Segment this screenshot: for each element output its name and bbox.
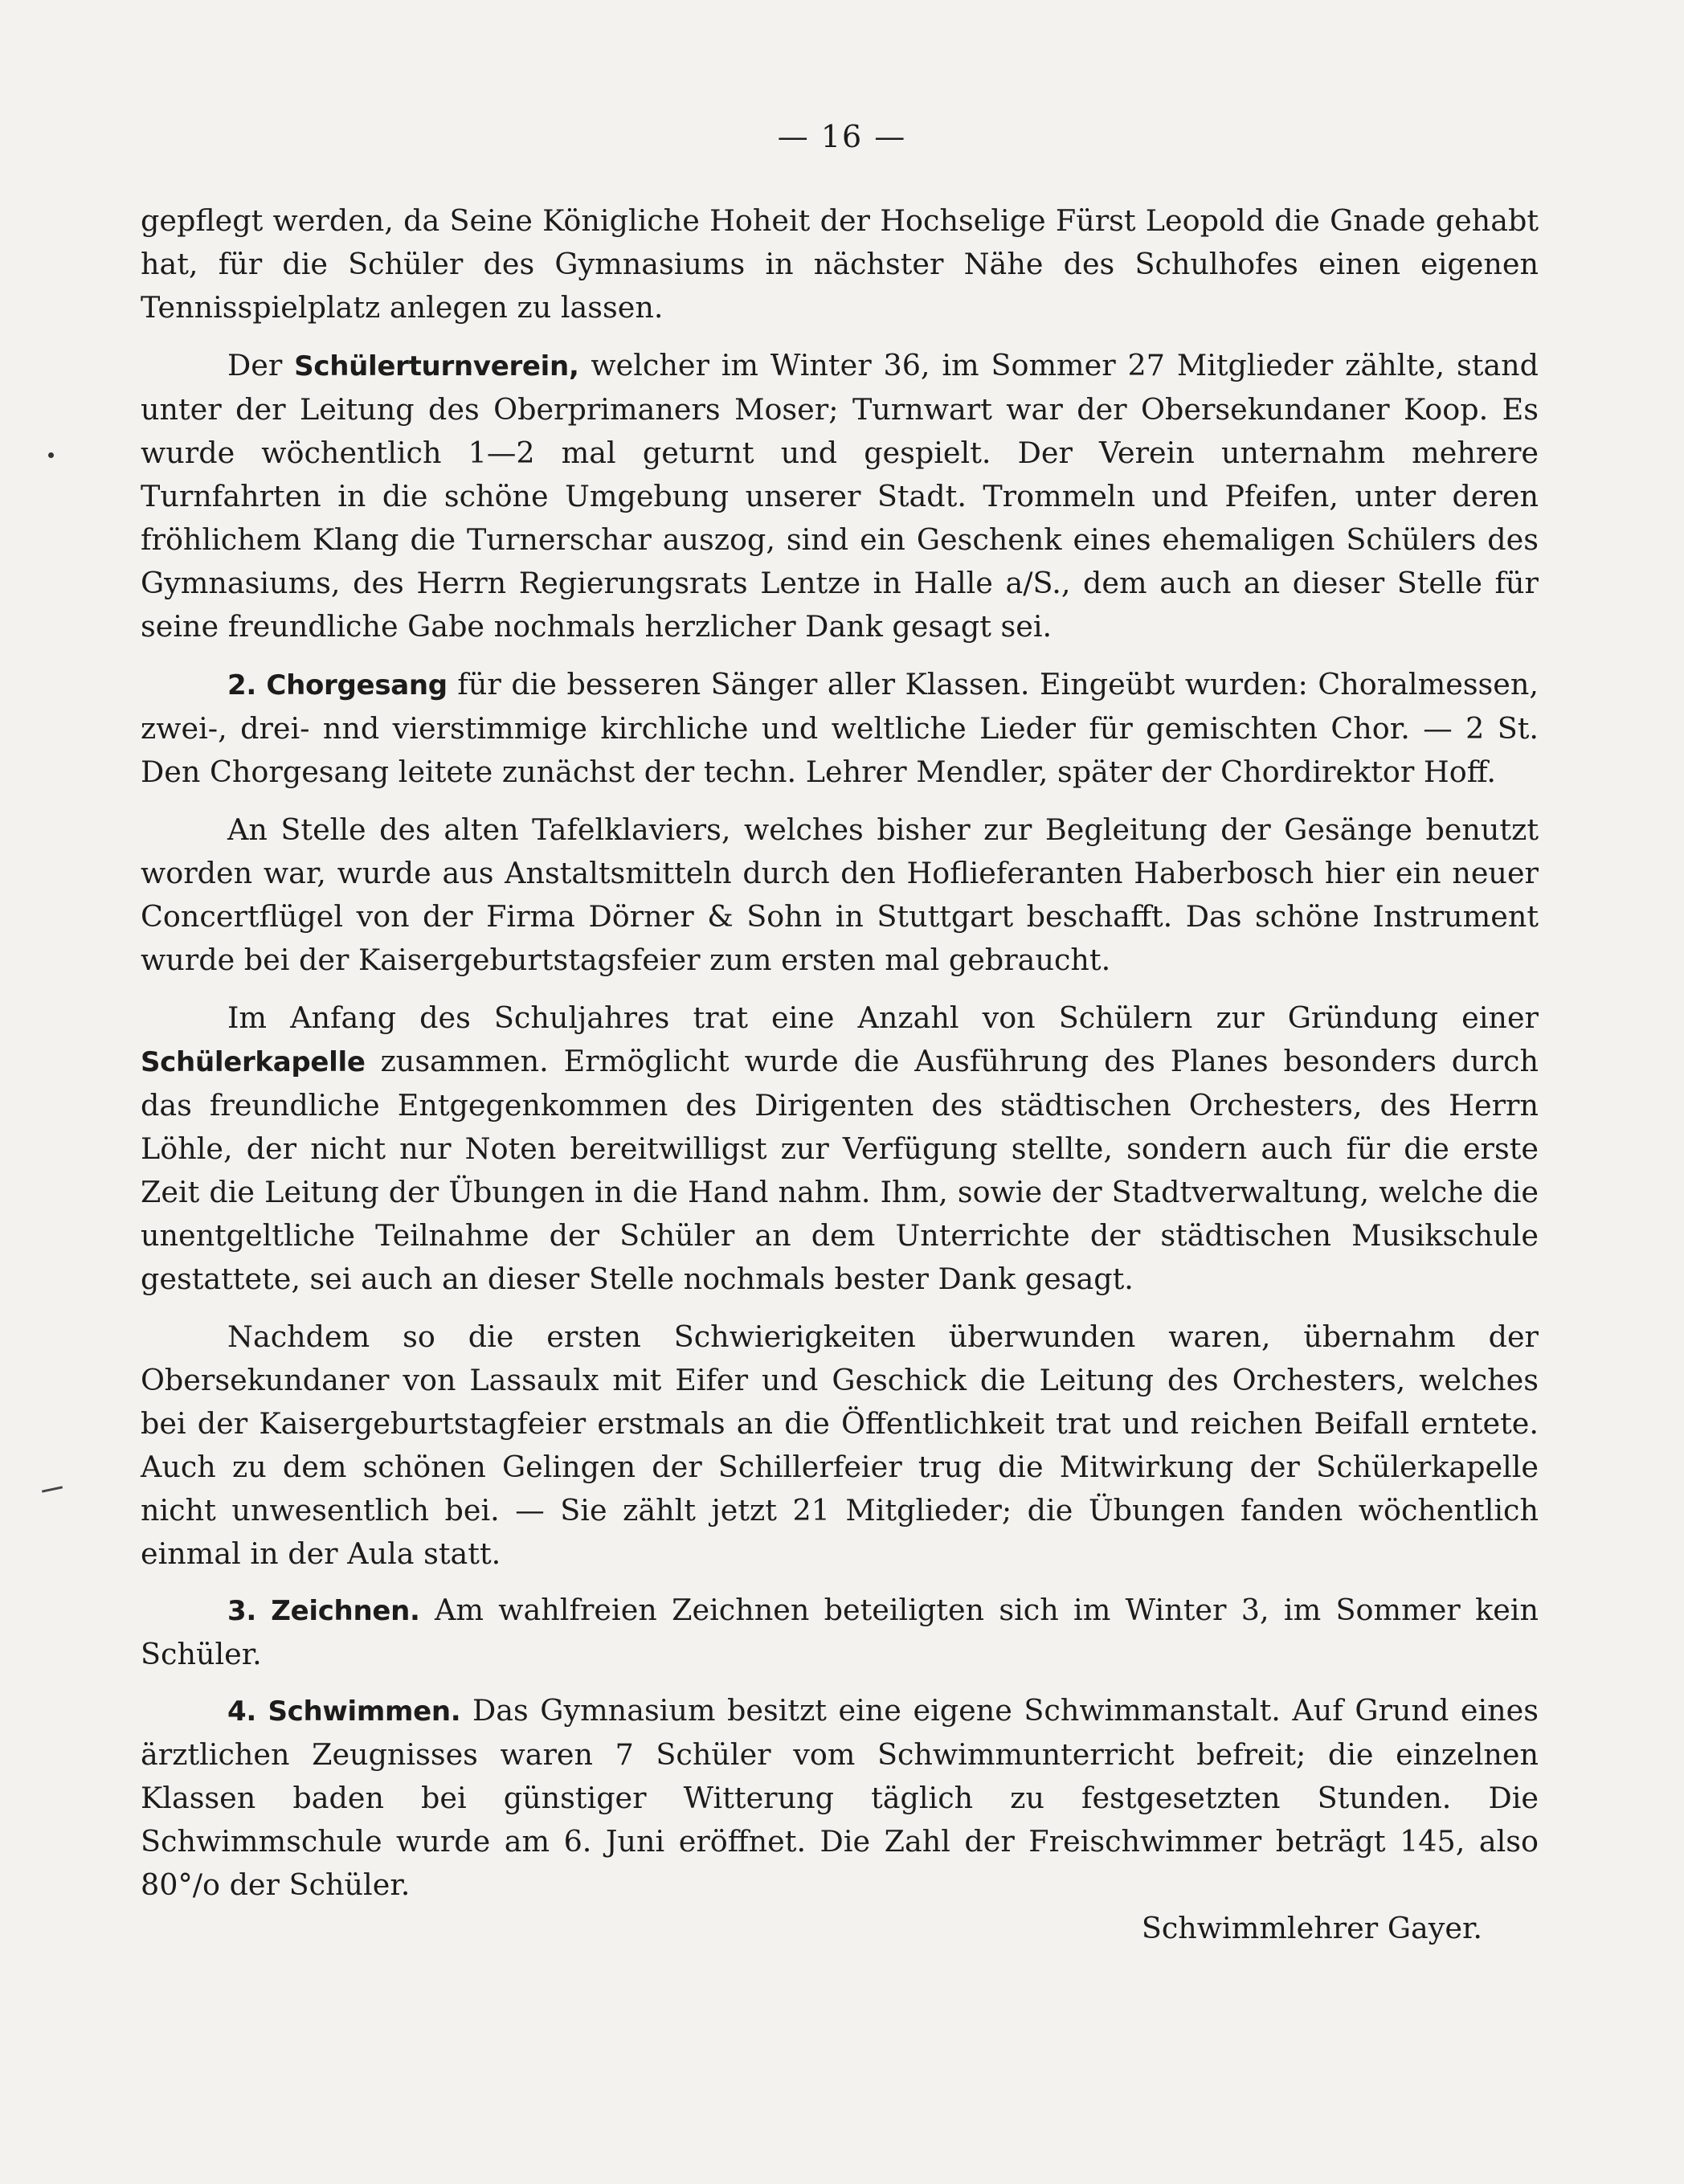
paragraph-turnverein [141,344,1539,648]
paragraph-body: für die besseren Sänger aller Klassen. Eingeübt wurden: Choralmessen, zwei-, drei- nnd vierstimmige kirchliche und weltliche Lieder für gemischten Chor. — 2 St. Den Chorgesang leitete zunächst der techn. Lehrer Mendler, später der Chordirektor Hoff. [141,667,1539,789]
paragraph-lead: Der [227,348,283,382]
margin-mark [48,452,54,458]
paragraph-tennis: gepflegt werden, da Seine Königliche Hoheit der Hochselige Fürst Leopold die Gnade gehabt hat, für die Schüler des Gymnasiums in nächster Nähe des Schulhofes einen eigenen Tennisspielplatz anlegen zu lassen. [141,203,1539,325]
paragraph-klavier: An Stelle des alten Tafelklaviers, welches bisher zur Begleitung der Gesänge benutzt worden war, wurde aus Anstaltsmitteln durch den Hoflieferanten Haberbosch hier ein neuer Concertflügel von der Firma Dörner & Sohn in Stuttgart beschafft. Das schöne Instrument wurde bei der Kaisergeburtstagsfeier zum ersten mal gebraucht. [141,812,1539,977]
page-number: — 16 — [777,119,907,154]
paragraph-body: Das Gymnasium besitzt eine eigene Schwimmanstalt. Auf Grund eines ärztlichen Zeugnisses waren 7 Schüler vom Schwimmunterricht befreit; die einzelnen Klassen baden bei günstiger Witterung täglich zu festgesetzten Stunden. Die Schwimmschule wurde am 6. Juni eröffnet. Die Zahl der Freischwimmer beträgt 145, also 80°/o der Schüler. [141,1693,1539,1902]
section-heading-chorgesang: 2. Chorgesang [227,669,448,701]
paragraph-zeichnen [141,1589,1539,1676]
paragraph-chorgesang [141,663,1539,794]
paragraph-orchester: Nachdem so die ersten Schwierigkeiten überwunden waren, übernahm der Obersekundaner von Lassaulx mit Eifer und Geschick die Leitung des Orchesters, welches bei der Kaisergeburtstagfeier erstmals an die Öffentlichkeit trat und reichen Beifall erntete. Auch zu dem schönen Gelingen der Schillerfeier trug die Mitwirkung der Schülerkapelle nicht unwesentlich bei. — Sie zählt jetzt 21 Mitglieder; die Übungen fanden wöchentlich einmal in der Aula statt. [141,1319,1539,1571]
paragraph-lead: Im Anfang des Schuljahres trat eine Anzahl von Schülern zur Gründung einer [227,1000,1539,1035]
section-heading-zeichnen: 3. Zeichnen. [227,1595,420,1627]
section-heading-schuelerkapelle: Schülerkapelle [141,1046,366,1078]
section-heading-turnverein: Schülerturnverein, [294,350,579,382]
body-text [141,199,1539,1950]
paragraph-schuelerkapelle [141,996,1539,1301]
paragraph-body: zusammen. Ermöglicht wurde die Ausführung des Planes besonders durch das freundliche Entgegenkommen des Dirigenten des städtischen Orchesters, des Herrn Löhle, der nicht nur Noten bereitwilligst zur Verfügung stellte, sondern auch für die erste Zeit die Leitung der Übungen in die Hand nahm. Ihm, sowie der Stadtverwaltung, welche die unentgeltliche Teilnahme der Schüler an dem Unterrichte der städtischen Musikschule gestattete, sei auch an dieser Stelle nochmals bester Dank gesagt. [141,1044,1539,1296]
signature: Schwimmlehrer Gayer. [1141,1911,1482,1945]
section-heading-schwimmen: 4. Schwimmen. [227,1695,461,1728]
paragraph-body: welcher im Winter 36, im Sommer 27 Mitglieder zählte, stand unter der Leitung des Oberprimaners Moser; Turnwart war der Obersekundaner Koop. Es wurde wöchentlich 1—2 mal geturnt und gespielt. Der Verein unternahm mehrere Turnfahrten in die schöne Umgebung unserer Stadt. Trommeln und Pfeifen, unter deren fröhlichem Klang die Turnerschar auszog, sind ein Geschenk eines ehemaligen Schülers des Gymnasiums, des Herrn Regierungsrats Lentze in Halle a/S., dem auch an dieser Stelle für seine freundliche Gabe nochmals herzlicher Dank gesagt sei. [141,348,1539,644]
paragraph-schwimmen [141,1689,1539,1907]
margin-mark [42,1486,63,1492]
paragraph-body: Am wahlfreien Zeichnen beteiligten sich im Winter 3, im Sommer kein Schüler. [141,1593,1539,1671]
